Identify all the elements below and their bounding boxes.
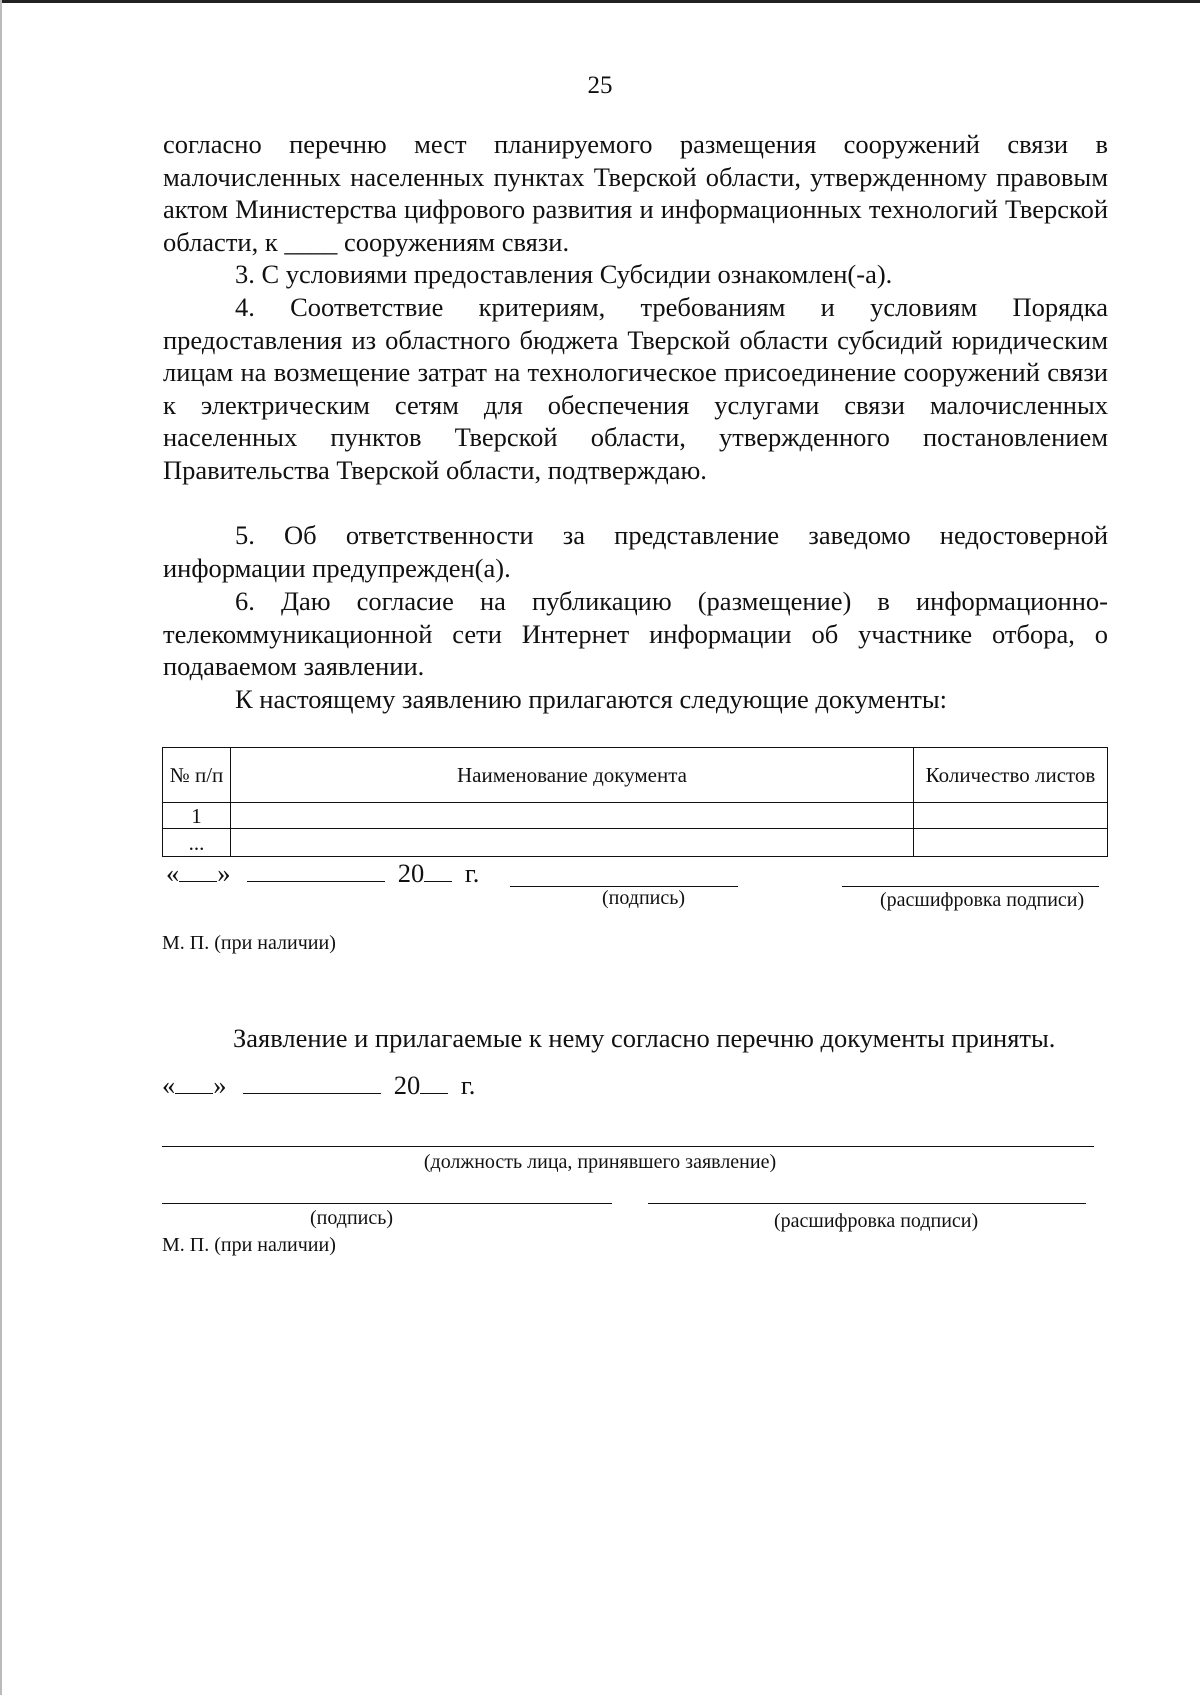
header-sheet-count: Количество листов — [914, 748, 1108, 803]
attachments-intro: К настоящему заявлению прилагаются следующие документы: — [235, 684, 947, 714]
row-document-name[interactable] — [231, 829, 914, 857]
item-4: 4. Соответствие критериям, требованиям и условиям Порядка предоставления из областного бюджета Тверской области субсидий юридическим лицам на возмещение затрат на технологическое присоединение сооружений связи к электрическим сетям для обеспечения услугами связи малочисленных населенных пунктов Тверской области, утвержденного постановлением Правительства Тверской области, подтверждаю. — [163, 292, 1108, 485]
accepted-statement: Заявление и прилагаемые к нему согласно перечню документы приняты. — [233, 1023, 1056, 1053]
item-5: 5. Об ответственности за представление заведомо недостоверной информации предупрежден(а). — [163, 520, 1108, 583]
year-prefix: 20 — [393, 1070, 421, 1100]
year-blank[interactable] — [420, 1092, 448, 1094]
header-number: № п/п — [163, 748, 231, 803]
position-line[interactable] — [162, 1146, 1094, 1147]
day-blank[interactable] — [179, 880, 217, 882]
header-document-name: Наименование документа — [231, 748, 914, 803]
scan-left-edge — [0, 0, 2, 1695]
year-suffix: г. — [464, 858, 480, 888]
row-document-name[interactable] — [231, 803, 914, 829]
scan-top-edge — [0, 0, 1200, 3]
month-blank[interactable] — [243, 1092, 381, 1094]
date-close-quote: » — [217, 858, 231, 888]
row-sheet-count[interactable] — [914, 829, 1108, 857]
decoding-line-1[interactable] — [842, 886, 1099, 887]
stamp-label-2: М. П. (при наличии) — [162, 1234, 336, 1256]
page-number: 25 — [587, 72, 613, 99]
table-row — [163, 829, 1108, 857]
position-label: (должность лица, принявшего заявление) — [423, 1151, 777, 1173]
date-line-1 — [166, 858, 479, 889]
item-6: 6. Даю согласие на публикацию (размещение) в информационно-телекоммуникационной сети Интернет информации об участнике отбора, о подаваемом заявлении. — [163, 586, 1108, 681]
signature-label-2: (подпись) — [310, 1207, 394, 1229]
paragraph-intro: согласно перечню мест планируемого размещения сооружений связи в малочисленных населенных пунктах Тверской области, утвержденному правовым актом Министерства цифрового развития и информационных технологий Тверской области, к ____ сооружениям связи. — [163, 129, 1108, 257]
date-line-2 — [162, 1070, 475, 1101]
date-open-quote: « — [166, 858, 180, 888]
year-prefix: 20 — [397, 858, 425, 888]
date-close-quote: » — [213, 1070, 227, 1100]
signature-label-1: (подпись) — [602, 887, 686, 909]
decoding-line-2[interactable] — [648, 1203, 1086, 1204]
decoding-label-2: (расшифровка подписи) — [774, 1210, 979, 1232]
stamp-label-1: М. П. (при наличии) — [162, 932, 336, 954]
month-blank[interactable] — [247, 880, 385, 882]
row-number: ... — [163, 829, 231, 857]
year-blank[interactable] — [424, 880, 452, 882]
table-header-row — [163, 748, 1108, 803]
row-sheet-count[interactable] — [914, 803, 1108, 829]
date-open-quote: « — [162, 1070, 176, 1100]
decoding-label-1: (расшифровка подписи) — [880, 889, 1085, 911]
year-suffix: г. — [460, 1070, 476, 1100]
item-3: 3. С условиями предоставления Субсидии ознакомлен(-а). — [235, 259, 893, 289]
documents-table — [162, 747, 1108, 857]
signature-line-2[interactable] — [162, 1203, 612, 1204]
table-row — [163, 803, 1108, 829]
day-blank[interactable] — [175, 1092, 213, 1094]
row-number: 1 — [163, 803, 231, 829]
